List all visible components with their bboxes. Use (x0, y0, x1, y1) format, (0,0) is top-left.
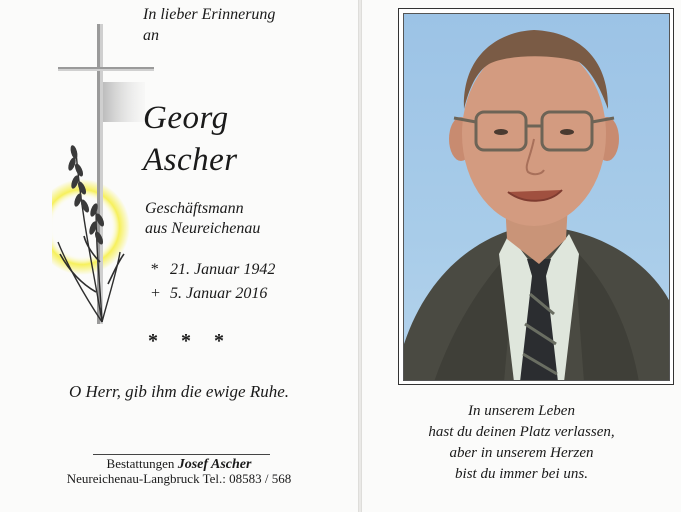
birth-symbol: * (150, 261, 158, 278)
birth-date: 21. Januar 1942 (170, 261, 276, 278)
intro-line-2: an (143, 27, 159, 44)
death-line (150, 285, 267, 303)
funeral-name: Josef Ascher (177, 457, 252, 472)
funeral-divider (93, 454, 270, 455)
occupation: Geschäftsmann (145, 200, 244, 217)
verse-line-3: aber in unserem Herzen (449, 445, 594, 461)
star-divider: * * * (148, 330, 233, 352)
birth-line (150, 261, 275, 279)
last-name: Ascher (143, 142, 238, 178)
verse-line-2: hast du deinen Platz verlassen, (428, 424, 615, 440)
funeral-address: Neureichenau-Langbruck Tel.: 08583 / 568 (66, 471, 292, 486)
portrait-photo (403, 13, 670, 381)
origin: aus Neureichenau (145, 220, 261, 237)
intro-line-1: In lieber Erinnerung (143, 6, 276, 23)
prayer-text: O Herr, gib ihm die ewige Ruhe. (68, 382, 290, 401)
death-symbol: + (150, 285, 161, 302)
first-name: Georg (143, 100, 229, 136)
verse-line-4: bist du immer bei uns. (455, 466, 588, 482)
death-date: 5. Januar 2016 (170, 285, 268, 302)
funeral-prefix: Bestattungen (106, 456, 175, 471)
portrait-figure (404, 14, 670, 381)
verse-line-1: In unserem Leben (468, 403, 575, 419)
